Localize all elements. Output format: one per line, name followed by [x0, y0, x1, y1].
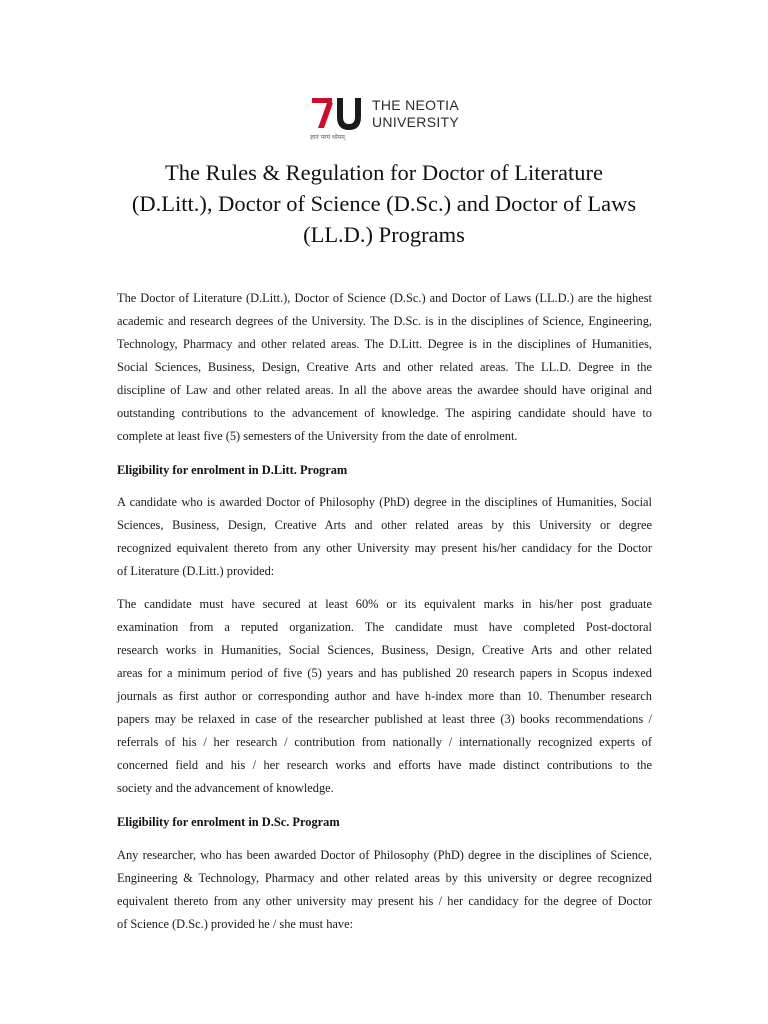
- text-line: discipline of Law and other related areas. In all the above areas the awardee should have original and: [117, 383, 652, 397]
- text-line: outstanding contributions to the advancement of knowledge. The aspiring candidate should have to: [117, 406, 652, 420]
- dsc-eligibility-heading: Eligibility for enrolment in D.Sc. Program: [117, 815, 340, 829]
- university-name-line2: UNIVERSITY: [372, 114, 460, 130]
- text-line: Technology, Pharmacy and other related areas. The D.Litt. Degree is in the disciplines of Humanities,: [117, 337, 652, 351]
- text-line: areas for a minimum period of five (5) years and has published 20 research papers in Scopus indexed: [117, 666, 652, 680]
- text-line: Any researcher, who has been awarded Doctor of Philosophy (PhD) degree in the disciplines of Science,: [117, 848, 652, 862]
- text-line: recognized equivalent thereto from any other University may present his/her candidacy for the Doctor: [117, 541, 652, 555]
- university-name: [372, 97, 459, 131]
- text-line: Social Sciences, Business, Design, Creative Arts and other related areas. The LL.D. Degree in the: [117, 360, 652, 374]
- text-line: papers may be relaxed in case of the researcher published at least three (3) books recommendations /: [117, 712, 652, 726]
- text-line: complete at least five (5) semesters of the University from the date of enrolment.: [117, 429, 518, 443]
- university-logo: [310, 95, 470, 145]
- document-title: [100, 157, 668, 250]
- neotia-logo-mark-icon: [310, 95, 365, 135]
- text-line: The candidate must have secured at least 60% or its equivalent marks in his/her post graduate: [117, 597, 652, 611]
- title-line: (LL.D.) Programs: [303, 222, 465, 247]
- title-line: The Rules & Regulation for Doctor of Literature: [165, 160, 603, 185]
- text-line: equivalent thereto from any other university may present his / her candidacy for the degree of Doctor: [117, 894, 652, 908]
- dlitt-paragraph-1: [117, 491, 652, 583]
- text-line: journals as first author or corresponding author and have h-index more than 10. Thenumber research: [117, 689, 652, 703]
- university-tagline: ज्ञानं परमं ध्येयम्: [310, 134, 345, 141]
- text-line: referrals of his / her research / contribution from nationally / internationally recognized experts of: [117, 735, 652, 749]
- text-line: of Literature (D.Litt.) provided:: [117, 564, 275, 578]
- text-line: A candidate who is awarded Doctor of Philosophy (PhD) degree in the disciplines of Humanities, Social: [117, 495, 652, 509]
- text-line: Sciences, Business, Design, Creative Arts and other related areas by this University or degree: [117, 518, 652, 532]
- text-line: research works in Humanities, Social Sciences, Business, Design, Creative Arts and other related: [117, 643, 652, 657]
- text-line: examination from a reputed organization. The candidate must have completed Post-doctoral: [117, 620, 652, 634]
- text-line: Engineering & Technology, Pharmacy and other related areas by this university or degree recognized: [117, 871, 652, 885]
- text-line: of Science (D.Sc.) provided he / she must have:: [117, 917, 354, 931]
- dlitt-eligibility-heading: Eligibility for enrolment in D.Litt. Program: [117, 463, 348, 477]
- text-line: academic and research degrees of the University. The D.Sc. is in the disciplines of Science, Engineering,: [117, 314, 652, 328]
- dsc-paragraph-1: [117, 844, 652, 936]
- university-name-line1: THE NEOTIA: [372, 97, 460, 113]
- intro-paragraph: [117, 287, 652, 448]
- text-line: The Doctor of Literature (D.Litt.), Doctor of Science (D.Sc.) and Doctor of Laws (LL.D.) are the highest: [117, 291, 652, 305]
- title-line: (D.Litt.), Doctor of Science (D.Sc.) and Doctor of Laws: [131, 191, 637, 216]
- text-line: concerned field and his / her research works and efforts have made distinct contributions to the: [117, 758, 652, 772]
- text-line: society and the advancement of knowledge.: [117, 781, 334, 795]
- dlitt-paragraph-2: [117, 593, 652, 800]
